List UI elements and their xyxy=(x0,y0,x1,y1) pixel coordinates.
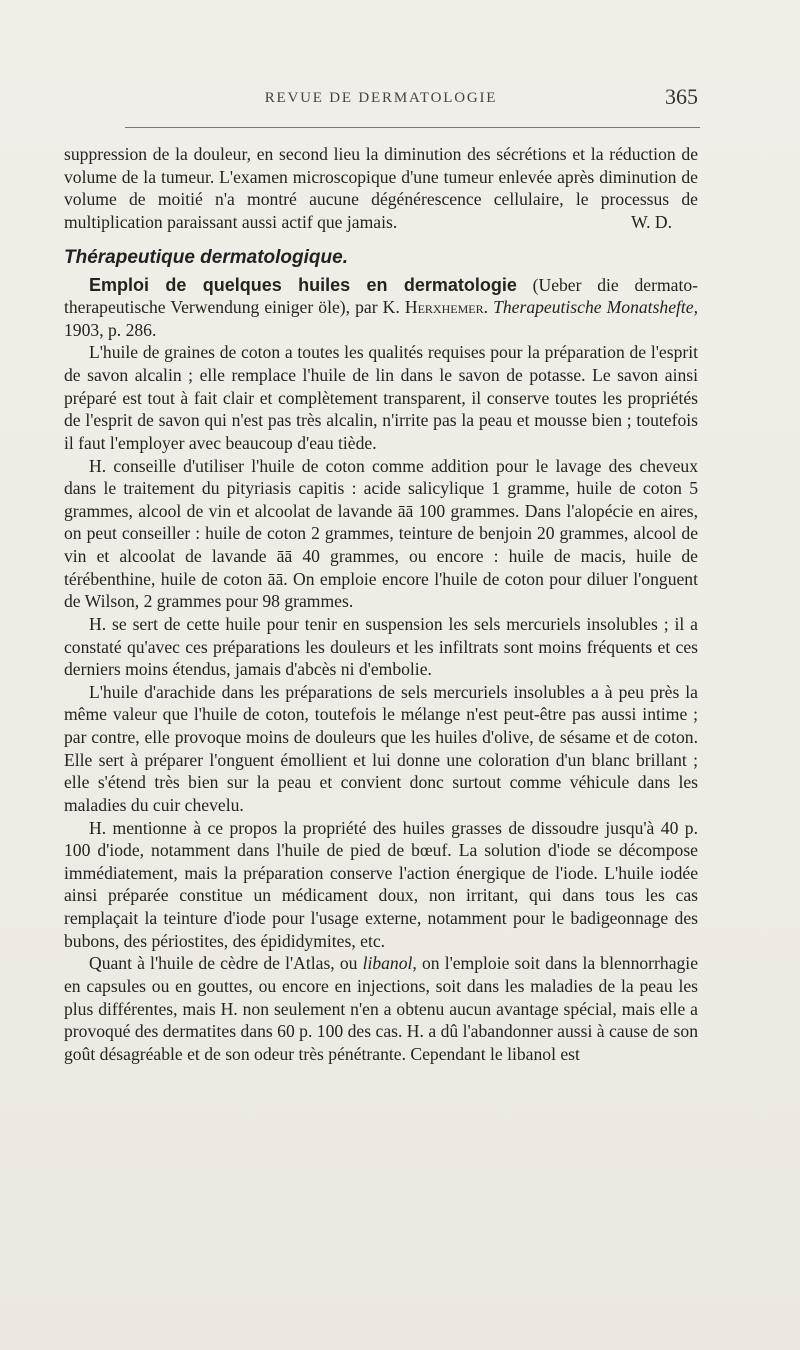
page-header xyxy=(64,84,698,114)
article-ref-end: 1903, p. 286. xyxy=(64,319,157,340)
running-title: REVUE DE DERMATOLOGIE xyxy=(264,90,498,106)
article-author: Herxhemer. xyxy=(404,297,488,318)
article-heading xyxy=(64,274,698,342)
intro-text: suppression de la douleur, en second lieu la diminution des sécrétions et la réduction de volume de la tumeur. L'examen microscopique d'une tumeur enlevée après diminution de volume de moitié n'a montré aucune dégénérescence cellulaire, le processus de multiplication paraissant aussi actif que jamais. xyxy=(64,144,698,232)
last-paragraph-start: Quant à l'huile de cèdre de l'Atlas, ou xyxy=(89,953,358,974)
page-number: 365 xyxy=(665,84,698,109)
paragraph: H. mentionne à ce propos la propriété des huiles grasses de dissoudre jusqu'à 40 p. 100 d'iode, notamment dans l'huile de pied de bœuf. La solution d'iode se décompose immédiatement, mais la préparation conserve l'action énergique de l'iode. L'huile iodée ainsi préparée constitue un médicament doux, non irritant, qui dans tous les cas remplaçait la teinture d'iode pour l'usage externe, notamment pour le badigeonnage des bubons, des périostites, des épididymites, etc. xyxy=(64,817,698,951)
paragraph: L'huile de graines de coton a toutes les qualités requises pour la préparation de l'esprit de savon alcalin ; elle remplace l'huile de lin dans le savon de potasse. Le savon ainsi préparé est tout à fait clair et complètement transparent, il conserve toutes les propriétés de l'esprit de savon qui n'est pas très alcalin, n'irrite pas la peau et mousse bien ; toutefois il faut l'employer avec beaucoup d'eau tiède. xyxy=(64,342,698,453)
intro-paragraph xyxy=(64,143,698,234)
section-heading: Thérapeutique dermatologique. xyxy=(64,246,348,268)
article-ref-original: (Ueber die dermato-therapeutische Verwendung einiger öle), par K. xyxy=(64,274,698,318)
article-journal: Therapeutische Monatshefte, xyxy=(493,297,699,318)
body-text xyxy=(64,143,698,1065)
article-title: Emploi de quelques huiles en dermatologie xyxy=(89,274,517,295)
header-rule xyxy=(125,127,700,128)
last-paragraph xyxy=(64,952,698,1065)
last-paragraph-end: on l'emploie soit dans la blennorrhagie en capsules ou en gouttes, ou encore en injections, soit dans les maladies de la peau les plus différentes, mais H. non seulement n'en a obtenu aucun avantage spécial, mais elle a provoqué des dermatites dans 60 p. 100 des cas. H. a dû l'abandonner aussi à cause de son goût désagréable et de son odeur très pénétrante. Cependant le libanol est xyxy=(64,953,698,1064)
libanol-emphasis: libanol, xyxy=(362,953,417,974)
signature: W. D. xyxy=(631,211,672,232)
paragraph: H. se sert de cette huile pour tenir en suspension les sels mercuriels insolubles ; il a constaté qu'avec ces préparations les douleurs et les infiltrats sont moins fréquents et ces derniers moins étendus, jamais d'abcès ni d'embolie. xyxy=(64,613,698,680)
paragraph: H. conseille d'utiliser l'huile de coton comme addition pour le lavage des cheveux dans le traitement du pityriasis capitis : acide salicylique 1 gramme, huile de coton 5 grammes, alcool de vin et alcoolat de lavande āā 100 grammes. Dans l'alopécie en aires, on peut conseiller : huile de coton 2 grammes, teinture de benjoin 20 grammes, alcool de vin et alcoolat de lavande āā 40 grammes, ou encore : huile de macis, huile de térébenthine, huile de coton āā. On emploie encore l'huile de coton pour diluer l'onguent de Wilson, 2 grammes pour 98 grammes. xyxy=(64,455,698,612)
paragraph: L'huile d'arachide dans les préparations de sels mercuriels insolubles a à peu près la même valeur que l'huile de coton, toutefois le mélange n'est peut-être pas aussi intime ; par contre, elle provoque moins de douleurs que les huiles d'olive, de sésame et de coton. Elle sert à préparer l'onguent émollient et lui donne une coloration d'un blanc brillant ; elle s'étend très bien sur la peau et convient donc surtout comme véhicule dans les maladies du cuir chevelu. xyxy=(64,681,698,815)
